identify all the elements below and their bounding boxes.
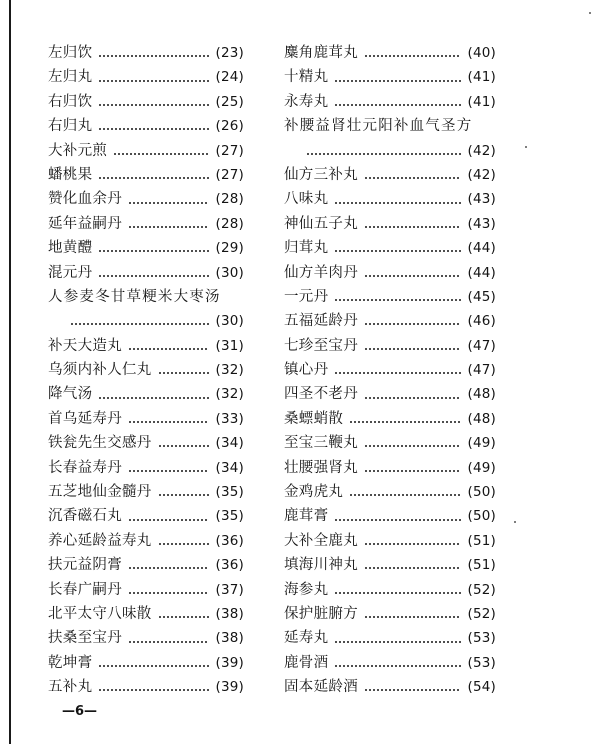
dot-leader — [334, 519, 461, 521]
toc-entry-page: (50) — [467, 484, 496, 501]
toc-entry — [284, 309, 496, 333]
toc-entry-page: (39) — [215, 679, 244, 696]
toc-entry-page: (43) — [467, 191, 496, 208]
toc-entry-title: 五芝地仙金髓丹 — [48, 484, 152, 501]
dot-leader — [128, 567, 209, 569]
dot-leader — [334, 80, 461, 82]
dot-leader — [349, 494, 461, 496]
toc-entry — [48, 90, 244, 114]
dot-leader — [364, 445, 461, 447]
toc-entry — [48, 456, 244, 480]
toc-entry-title: 永寿丸 — [284, 93, 329, 110]
toc-entry — [284, 504, 496, 528]
dot-leader — [334, 592, 461, 594]
toc-entry — [48, 578, 244, 602]
dot-leader — [364, 177, 461, 179]
toc-entry-page: (42) — [467, 142, 496, 159]
dot-leader — [158, 494, 210, 496]
toc-entry-page: (30) — [215, 264, 244, 281]
toc-entry-title: 混元丹 — [48, 264, 93, 281]
toc-entry-title: 海参丸 — [284, 581, 329, 598]
toc-entry — [48, 675, 244, 699]
toc-entry-title: 扶元益阴膏 — [48, 557, 122, 574]
dot-leader — [334, 372, 461, 374]
toc-entry-page: (39) — [215, 654, 244, 671]
dot-leader — [98, 275, 209, 277]
toc-entry-title: 乾坤膏 — [48, 654, 93, 671]
toc-entry-title: 至宝三鞭丸 — [284, 435, 358, 452]
toc-entry-page: (46) — [467, 313, 496, 330]
toc-entry-title: 金鸡虎丸 — [284, 484, 344, 501]
toc-entry-title: 首乌延寿丹 — [48, 410, 122, 427]
toc-left-column — [48, 41, 244, 700]
toc-entry — [48, 236, 244, 260]
toc-entry — [48, 651, 244, 675]
toc-entry-page: (54) — [467, 679, 496, 696]
toc-entry-title: 补天大造丸 — [48, 337, 122, 354]
dot-leader — [128, 348, 209, 350]
toc-entry-title: 五补丸 — [48, 679, 93, 696]
toc-entry-page: (34) — [215, 459, 244, 476]
dot-leader — [364, 689, 461, 691]
toc-entry-page: (28) — [215, 191, 244, 208]
toc-entry-title: 麋角鹿茸丸 — [284, 45, 358, 61]
toc-entry-page: (32) — [215, 362, 244, 379]
toc-entry-page: (53) — [467, 654, 496, 671]
toc-entry-page: (35) — [215, 484, 244, 501]
toc-entry-title: 一元丹 — [284, 288, 329, 305]
toc-entry-title: 保护脏腑方 — [284, 605, 358, 622]
toc-entry-title: 四圣不老丹 — [284, 386, 358, 403]
toc-entry — [48, 212, 244, 236]
toc-entry — [284, 358, 496, 382]
toc-entry-page: (44) — [467, 240, 496, 257]
toc-entry-title: 养心延龄益寿丸 — [48, 532, 152, 549]
toc-entry — [284, 602, 496, 626]
toc-entry-page: (48) — [467, 386, 496, 403]
toc-entry-page: (31) — [215, 337, 244, 354]
dot-leader — [98, 250, 209, 252]
toc-entry-page: (47) — [467, 362, 496, 379]
dot-leader — [364, 348, 461, 350]
toc-entry-page: (41) — [467, 69, 496, 86]
toc-entry-page: (50) — [467, 508, 496, 525]
toc-entry-page: (40) — [467, 45, 496, 61]
toc-entry — [284, 626, 496, 650]
dot-leader — [128, 202, 209, 204]
page-edge-line — [9, 0, 11, 744]
toc-entry-page: (38) — [215, 630, 244, 647]
dot-leader — [158, 616, 210, 618]
toc-entry — [284, 41, 496, 65]
toc-entry — [284, 529, 496, 553]
toc-entry — [48, 382, 244, 406]
toc-entry-title: 补腰益肾壮元阳补血气圣方 — [284, 118, 473, 135]
toc-entry-title: 左归饮 — [48, 45, 93, 61]
toc-entry-title: 蟠桃果 — [48, 166, 93, 183]
dot-leader — [98, 80, 209, 82]
toc-entry — [284, 407, 496, 431]
dot-leader — [98, 397, 209, 399]
toc-entry — [48, 163, 244, 187]
toc-entry-page: (29) — [215, 240, 244, 257]
dot-leader — [334, 250, 461, 252]
toc-entry-title: 右归饮 — [48, 93, 93, 110]
toc-entry — [48, 41, 244, 65]
toc-entry-page: (49) — [467, 435, 496, 452]
dot-leader — [334, 299, 461, 301]
toc-entry-page: (36) — [215, 532, 244, 549]
toc-entry — [48, 309, 244, 333]
toc-entry-page: (35) — [215, 508, 244, 525]
toc-entry-title: 人参麦冬甘草粳米大枣汤 — [48, 288, 221, 305]
toc-entry — [48, 285, 244, 309]
toc-entry-title: 五福延龄丹 — [284, 313, 358, 330]
toc-entry — [48, 114, 244, 138]
toc-entry-page: (52) — [467, 581, 496, 598]
dot-leader — [98, 104, 209, 106]
toc-entry-page: (41) — [467, 93, 496, 110]
toc-entry-page: (37) — [215, 581, 244, 598]
toc-entry-title: 八味丸 — [284, 191, 329, 208]
scan-speck — [514, 521, 516, 523]
toc-entry-title: 镇心丹 — [284, 362, 329, 379]
toc-entry — [48, 626, 244, 650]
toc-entry-page: (38) — [215, 605, 244, 622]
dot-leader — [364, 323, 461, 325]
toc-entry — [284, 675, 496, 699]
dot-leader — [364, 275, 461, 277]
toc-entry — [48, 529, 244, 553]
toc-entry — [284, 212, 496, 236]
dot-leader — [334, 104, 461, 106]
toc-entry-page: (43) — [467, 215, 496, 232]
dot-leader — [364, 543, 461, 545]
toc-entry-title: 左归丸 — [48, 69, 93, 86]
toc-entry — [48, 334, 244, 358]
dot-leader — [128, 470, 209, 472]
toc-entry — [48, 261, 244, 285]
toc-entry-page: (28) — [215, 215, 244, 232]
scan-speck — [589, 12, 591, 14]
toc-entry-page: (51) — [467, 557, 496, 574]
toc-entry-title: 鹿茸膏 — [284, 508, 329, 525]
dot-leader — [128, 226, 209, 228]
toc-entry-title: 地黄醴 — [48, 240, 93, 257]
toc-entry-title: 扶桑至宝丹 — [48, 630, 122, 647]
dot-leader — [128, 519, 209, 521]
toc-entry — [284, 553, 496, 577]
toc-entry-page: (48) — [467, 410, 496, 427]
toc-entry-title: 仙方羊肉丹 — [284, 264, 358, 281]
toc-entry-title: 长春广嗣丹 — [48, 581, 122, 598]
toc-entry-title: 桑螵蛸散 — [284, 410, 344, 427]
toc-entry-page: (45) — [467, 288, 496, 305]
toc-entry — [284, 431, 496, 455]
toc-entry-title: 仙方三补丸 — [284, 166, 358, 183]
toc-entry — [48, 602, 244, 626]
toc-entry — [48, 504, 244, 528]
dot-leader — [364, 226, 461, 228]
dot-leader — [158, 445, 210, 447]
toc-entry-page: (47) — [467, 337, 496, 354]
toc-entry — [284, 139, 496, 163]
toc-entry — [284, 90, 496, 114]
toc-entry — [284, 261, 496, 285]
toc-entry-page: (33) — [215, 410, 244, 427]
dot-leader — [364, 616, 461, 618]
toc-entry — [284, 236, 496, 260]
dot-leader — [70, 323, 209, 325]
toc-entry-page: (49) — [467, 459, 496, 476]
toc-entry-page: (53) — [467, 630, 496, 647]
toc-entry-title: 北平太守八味散 — [48, 605, 152, 622]
page-number: —6— — [62, 704, 98, 719]
toc-entry-title: 延年益嗣丹 — [48, 215, 122, 232]
dot-leader — [98, 128, 209, 130]
toc-right-column — [284, 41, 496, 700]
scan-speck — [525, 146, 527, 148]
toc-entry-page: (27) — [215, 142, 244, 159]
toc-entry-title: 长春益寿丹 — [48, 459, 122, 476]
toc-entry — [48, 553, 244, 577]
toc-entry-title: 固本延龄酒 — [284, 679, 358, 696]
toc-entry-title: 归茸丸 — [284, 240, 329, 257]
dot-leader — [306, 153, 461, 155]
dot-leader — [364, 397, 461, 399]
toc-entry-title: 神仙五子丸 — [284, 215, 358, 232]
toc-entry-title: 右归丸 — [48, 118, 93, 135]
dot-leader — [128, 592, 209, 594]
dot-leader — [128, 641, 209, 643]
toc-entry-title: 沉香磁石丸 — [48, 508, 122, 525]
toc-entry — [284, 163, 496, 187]
toc-entry — [284, 578, 496, 602]
dot-leader — [334, 665, 461, 667]
toc-entry-page: (27) — [215, 166, 244, 183]
toc-entry-page: (44) — [467, 264, 496, 281]
toc-entry — [48, 407, 244, 431]
toc-entry — [48, 431, 244, 455]
dot-leader — [334, 641, 461, 643]
toc-entry-title: 七珍至宝丹 — [284, 337, 358, 354]
toc-entry-title: 鹿骨酒 — [284, 654, 329, 671]
toc-entry-title: 十精丸 — [284, 69, 329, 86]
dot-leader — [98, 665, 209, 667]
toc-entry-page: (42) — [467, 166, 496, 183]
toc-entry — [48, 187, 244, 211]
toc-entry-title: 乌须内补人仁丸 — [48, 362, 152, 379]
toc-entry — [284, 65, 496, 89]
dot-leader — [98, 177, 209, 179]
toc-entry-page: (24) — [215, 69, 244, 86]
dot-leader — [158, 372, 210, 374]
toc-entry — [284, 456, 496, 480]
toc-entry-title: 赞化血余丹 — [48, 191, 122, 208]
toc-entry — [48, 65, 244, 89]
toc-entry-page: (30) — [215, 313, 244, 330]
toc-entry — [48, 480, 244, 504]
dot-leader — [364, 470, 461, 472]
toc-entry-title: 大补全鹿丸 — [284, 532, 358, 549]
toc-entry-page: (23) — [215, 45, 244, 61]
dot-leader — [98, 689, 209, 691]
toc-entry-title: 大补元煎 — [48, 142, 108, 159]
dot-leader — [349, 421, 461, 423]
toc-entry — [284, 114, 496, 138]
dot-leader — [364, 567, 461, 569]
toc-entry-page: (32) — [215, 386, 244, 403]
toc-entry-page: (51) — [467, 532, 496, 549]
toc-entry-title: 填海川神丸 — [284, 557, 358, 574]
toc-entry-page: (26) — [215, 118, 244, 135]
toc-entry — [284, 187, 496, 211]
toc-entry — [284, 285, 496, 309]
toc-entry-page: (25) — [215, 93, 244, 110]
toc-entry — [284, 382, 496, 406]
toc-entry-title: 铁瓮先生交感丹 — [48, 435, 152, 452]
dot-leader — [98, 55, 209, 57]
toc-entry-title: 延寿丸 — [284, 630, 329, 647]
toc-entry — [284, 480, 496, 504]
toc-entry-title: 降气汤 — [48, 386, 93, 403]
toc-entry — [48, 139, 244, 163]
dot-leader — [158, 543, 210, 545]
dot-leader — [364, 55, 461, 57]
toc-entry-page: (34) — [215, 435, 244, 452]
toc-entry — [284, 651, 496, 675]
toc-entry — [284, 334, 496, 358]
dot-leader — [128, 421, 209, 423]
toc-entry-title: 壮腰强肾丸 — [284, 459, 358, 476]
toc-entry-page: (36) — [215, 557, 244, 574]
dot-leader — [113, 153, 209, 155]
toc-entry-page: (52) — [467, 605, 496, 622]
dot-leader — [334, 202, 461, 204]
toc-entry — [48, 358, 244, 382]
